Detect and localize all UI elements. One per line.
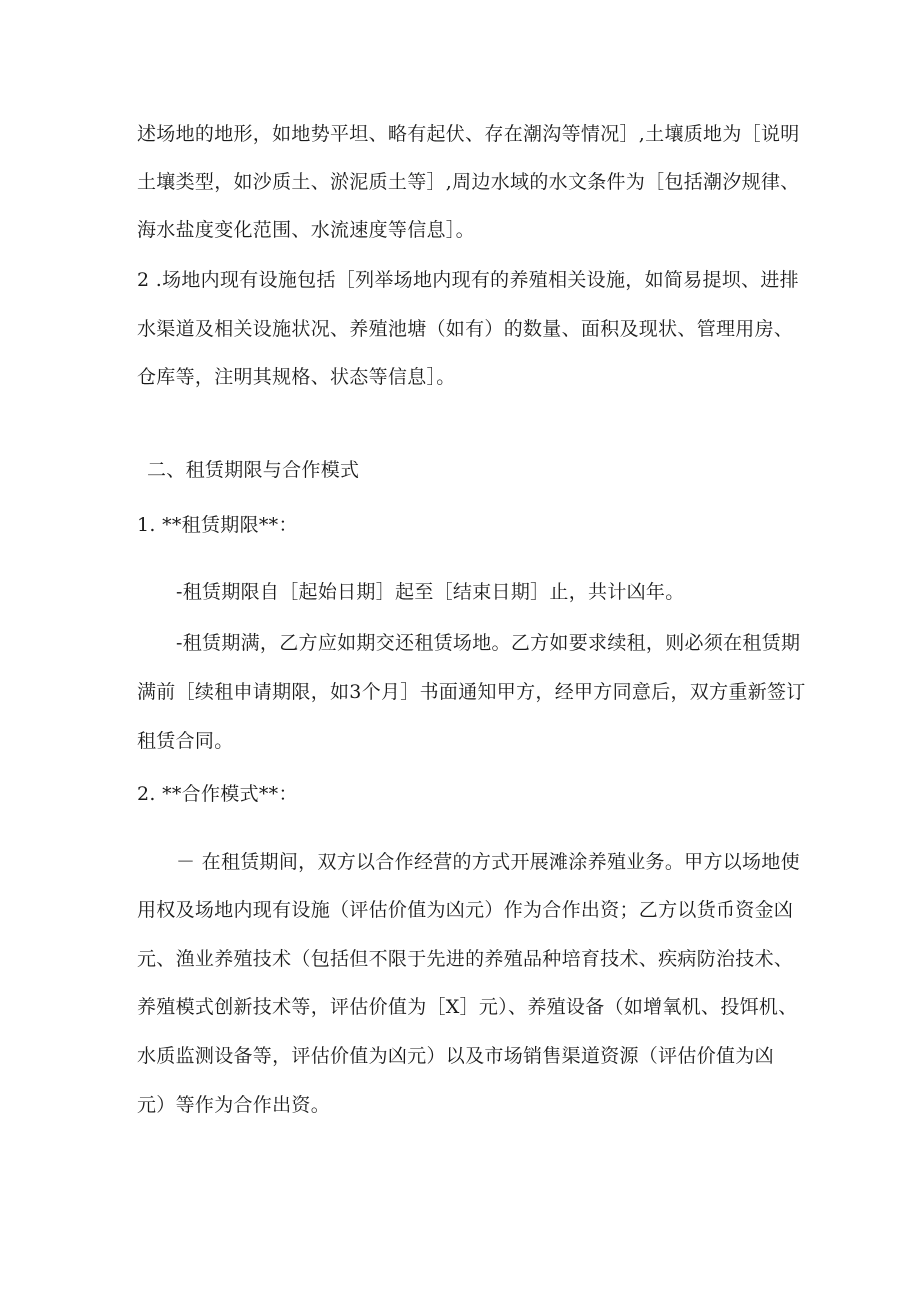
paragraph-line: 满前［续租申请期限，如3个月］书面通知甲方，经甲方同意后，双方重新签订 [137, 681, 806, 703]
paragraph-line: － 在租赁期间，双方以合作经营的方式开展滩涂养殖业务。甲方以场地使 [176, 851, 800, 873]
paragraph-line: 水渠道及相关设施状况、养殖池塘（如有）的数量、面积及现状、管理用房、 [137, 318, 794, 340]
paragraph-line: 海水盐度变化范围、水流速度等信息］。 [137, 219, 475, 241]
paragraph-line: 租赁合同。 [137, 730, 234, 752]
paragraph-line: 元、渔业养殖技术（包括但不限于先进的养殖品种培育技术、疾病防治技术、 [137, 948, 794, 970]
paragraph-line: 土壤类型，如沙质土、淤泥质土等］,周边水域的水文条件为［包括潮汐规律、 [137, 171, 800, 193]
paragraph-line: 养殖模式创新技术等，评估价值为［X］元）、养殖设备（如增氧机、投饵机、 [137, 996, 798, 1018]
paragraph-line: 仓库等，注明其规格、状态等信息］。 [137, 366, 456, 388]
paragraph-line: 述场地的地形，如地势平坦、略有起伏、存在潮沟等情况］,土壤质地为［说明 [137, 123, 800, 145]
list-item-heading: 1. **租赁期限**： [137, 514, 298, 536]
paragraph-line: 元）等作为合作出资。 [137, 1094, 331, 1116]
paragraph-line: 用权及场地内现有设施（评估价值为凶元）作为合作出资；乙方以货币资金凶 [137, 899, 794, 921]
list-item: -租赁期限自［起始日期］起至［结束日期］止，共计凶年。 [176, 581, 685, 603]
list-item-heading: 2. **合作模式**： [137, 783, 298, 805]
section-heading: 二、租赁期限与合作模式 [147, 459, 360, 481]
paragraph-line: -租赁期满，乙方应如期交还租赁场地。乙方如要求续租，则必须在租赁期 [176, 632, 801, 654]
paragraph-line: 水质监测设备等，评估价值为凶元）以及市场销售渠道资源（评估价值为凶 [137, 1045, 774, 1067]
paragraph-line: 2 .场地内现有设施包括［列举场地内现有的养殖相关设施，如简易提坝、进排 [137, 269, 799, 291]
